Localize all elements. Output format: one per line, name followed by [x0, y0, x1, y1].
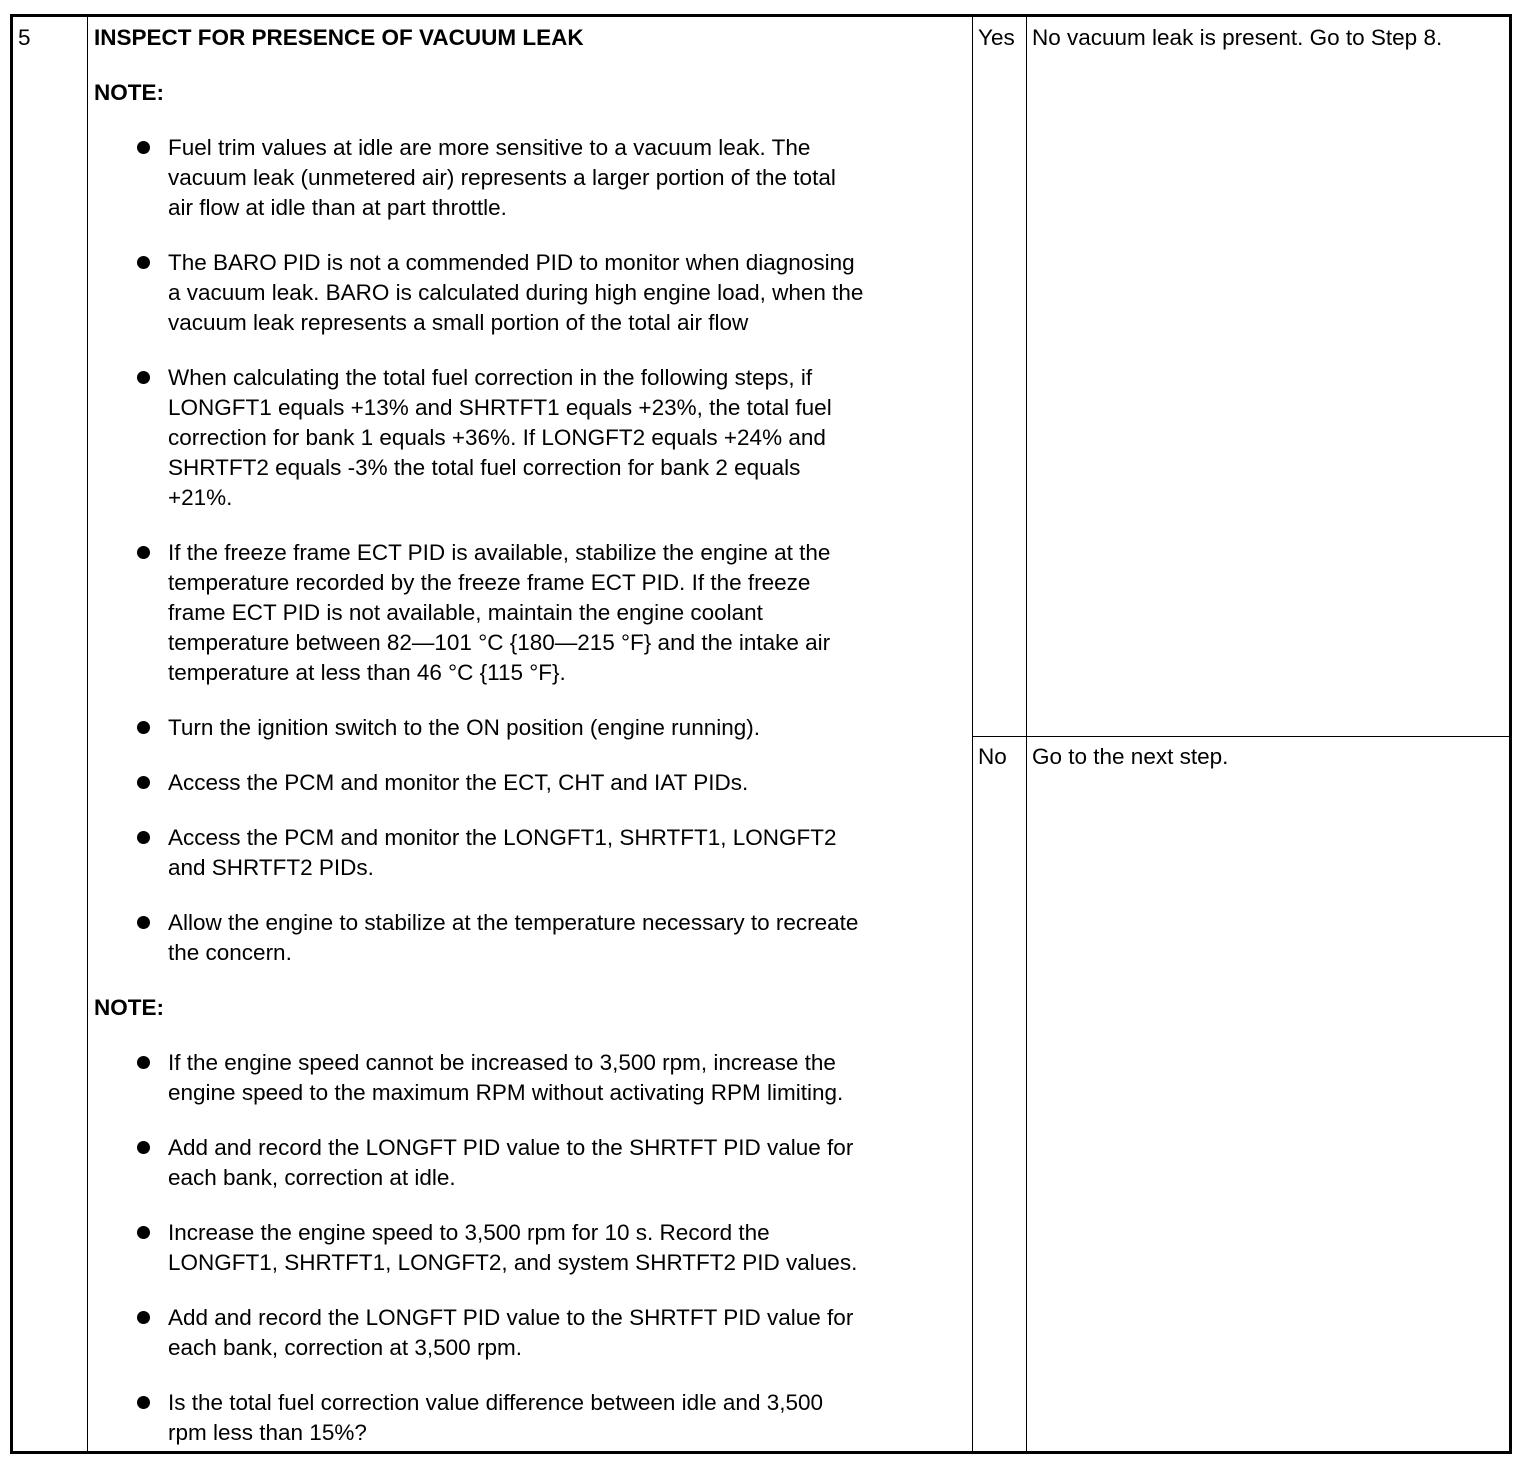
- bullet-icon: [137, 1056, 150, 1069]
- note-label: NOTE:: [94, 995, 164, 1020]
- instruction-line: If the freeze frame ECT PID is available, stabilize the engine at the: [168, 540, 831, 565]
- bullet-icon: [137, 831, 150, 844]
- instruction-line: +21%.: [168, 485, 233, 510]
- instruction-line: Increase the engine speed to 3,500 rpm for 10 s. Record the: [168, 1220, 770, 1245]
- instruction-line: vacuum leak (unmetered air) represents a larger portion of the total: [168, 165, 836, 190]
- bullet-icon: [137, 916, 150, 929]
- instruction-line: a vacuum leak. BARO is calculated during high engine load, when the: [168, 280, 864, 305]
- result-row-divider: [972, 736, 1509, 737]
- instruction-line: the concern.: [168, 940, 292, 965]
- bullet-icon: [137, 371, 150, 384]
- column-divider-action: [972, 17, 973, 1451]
- instruction-line: frame ECT PID is not available, maintain the engine coolant: [168, 600, 763, 625]
- instruction-line: and SHRTFT2 PIDs.: [168, 855, 374, 880]
- instruction-line: Turn the ignition switch to the ON position (engine running).: [168, 715, 760, 740]
- bullet-icon: [137, 1141, 150, 1154]
- instruction-line: Fuel trim values at idle are more sensitive to a vacuum leak. The: [168, 135, 811, 160]
- bullet-icon: [137, 1311, 150, 1324]
- instruction-line: If the engine speed cannot be increased to 3,500 rpm, increase the: [168, 1050, 836, 1075]
- no-label: No: [978, 744, 1007, 769]
- bullet-icon: [137, 1396, 150, 1409]
- instruction-line: temperature at less than 46 °C {115 °F}.: [168, 660, 566, 685]
- bullet-icon: [137, 141, 150, 154]
- step-number: 5: [18, 25, 31, 50]
- instruction-line: Is the total fuel correction value difference between idle and 3,500: [168, 1390, 824, 1415]
- instruction-line: engine speed to the maximum RPM without activating RPM limiting.: [168, 1080, 844, 1105]
- instruction-line: correction for bank 1 equals +36%. If LONGFT2 equals +24% and: [168, 425, 826, 450]
- step-title: INSPECT FOR PRESENCE OF VACUUM LEAK: [94, 25, 584, 50]
- instruction-line: When calculating the total fuel correction in the following steps, if: [168, 365, 813, 390]
- bullet-icon: [137, 546, 150, 559]
- no-action: Go to the next step.: [1032, 744, 1229, 769]
- instruction-line: temperature between 82—101 °C {180—215 °F} and the intake air: [168, 630, 831, 655]
- column-divider-step: [87, 17, 88, 1451]
- note-label: NOTE:: [94, 80, 164, 105]
- yes-label: Yes: [978, 25, 1015, 50]
- instruction-line: rpm less than 15%?: [168, 1420, 367, 1445]
- column-divider-result: [1026, 17, 1027, 1451]
- instruction-line: Add and record the LONGFT PID value to the SHRTFT PID value for: [168, 1305, 854, 1330]
- bullet-icon: [137, 1226, 150, 1239]
- instruction-line: The BARO PID is not a commended PID to monitor when diagnosing: [168, 250, 855, 275]
- instruction-line: each bank, correction at idle.: [168, 1165, 456, 1190]
- instruction-line: Add and record the LONGFT PID value to the SHRTFT PID value for: [168, 1135, 854, 1160]
- instruction-line: LONGFT1 equals +13% and SHRTFT1 equals +23%, the total fuel: [168, 395, 832, 420]
- instruction-line: Allow the engine to stabilize at the temperature necessary to recreate: [168, 910, 859, 935]
- instruction-line: LONGFT1, SHRTFT1, LONGFT2, and system SHRTFT2 PID values.: [168, 1250, 858, 1275]
- bullet-icon: [137, 776, 150, 789]
- instruction-line: Access the PCM and monitor the ECT, CHT and IAT PIDs.: [168, 770, 749, 795]
- bullet-icon: [137, 256, 150, 269]
- instruction-line: air flow at idle than at part throttle.: [168, 195, 507, 220]
- instruction-line: each bank, correction at 3,500 rpm.: [168, 1335, 522, 1360]
- instruction-line: temperature recorded by the freeze frame ECT PID. If the freeze: [168, 570, 811, 595]
- instruction-line: vacuum leak represents a small portion of the total air flow: [168, 310, 749, 335]
- instruction-line: SHRTFT2 equals -3% the total fuel correction for bank 2 equals: [168, 455, 801, 480]
- yes-action: No vacuum leak is present. Go to Step 8.: [1032, 25, 1443, 50]
- bullet-icon: [137, 721, 150, 734]
- instruction-line: Access the PCM and monitor the LONGFT1, SHRTFT1, LONGFT2: [168, 825, 837, 850]
